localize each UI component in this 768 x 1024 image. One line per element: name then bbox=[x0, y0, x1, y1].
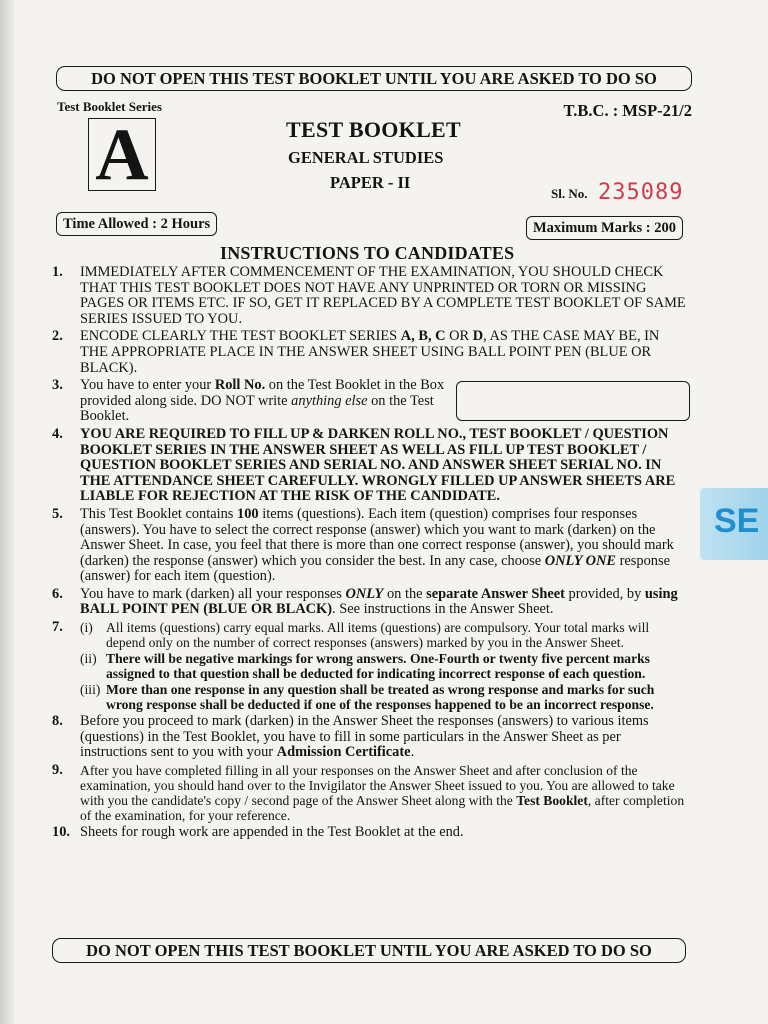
item-text: This Test Booklet contains bbox=[80, 505, 238, 522]
instructions-list bbox=[52, 265, 690, 842]
item-number: 6. bbox=[52, 585, 63, 602]
serial-label: Sl. No. bbox=[551, 186, 588, 201]
subject-title: GENERAL STUDIES bbox=[288, 148, 444, 167]
booklet-title: TEST BOOKLET bbox=[286, 117, 461, 142]
item-text: on the bbox=[383, 585, 427, 602]
instruction-item-1 bbox=[52, 265, 690, 327]
sub-item-ii bbox=[80, 651, 690, 681]
instruction-item-8 bbox=[52, 714, 690, 761]
item-text: ENCODE CLEARLY THE TEST BOOKLET SERIES bbox=[80, 328, 401, 345]
item-bold-text: 100 bbox=[237, 505, 259, 522]
sub-item-iii bbox=[80, 682, 690, 712]
item-number: 8. bbox=[52, 713, 63, 730]
item-text: , AS THE CASE MAY BE, IN THE APPROPRIATE PLACE IN THE ANSWER SHEET USING BALL POINT PEN (BLUE OR BLACK). bbox=[80, 328, 660, 376]
item-text: OR bbox=[445, 328, 473, 345]
item-number: 7. bbox=[52, 619, 63, 636]
series-letter-box: A bbox=[88, 118, 156, 191]
instruction-item-4 bbox=[52, 427, 690, 505]
tbc-code: T.B.C. : MSP-21/2 bbox=[563, 101, 692, 120]
instruction-item-3 bbox=[52, 378, 690, 425]
item-text: IMMEDIATELY AFTER COMMENCEMENT OF THE EXAMINATION, YOU SHOULD CHECK THAT THIS TEST BOOKLET DOES NOT HAVE ANY UNPRINTED OR TORN OR MISSING PAGES OR ITEMS ETC. IF SO, GET IT REPLACED BY A COMPLETE TEST BOOKLET OF SAME SERIES ISSUED TO YOU. bbox=[80, 264, 686, 327]
sub-item-i bbox=[80, 620, 690, 650]
side-tab bbox=[700, 488, 768, 560]
item-text: You have to mark (darken) all your responses bbox=[80, 585, 346, 602]
item-text: response (answer) for each item (question). bbox=[80, 552, 670, 585]
item-text: on the Test Booklet. bbox=[80, 392, 434, 425]
item-number: 9. bbox=[52, 761, 63, 778]
item-bold-text: Test Booklet bbox=[516, 792, 588, 808]
instructions-heading: INSTRUCTIONS TO CANDIDATES bbox=[220, 243, 515, 263]
item-bold-text: D bbox=[472, 328, 484, 345]
maximum-marks: Maximum Marks : 200 bbox=[526, 216, 683, 240]
time-allowed: Time Allowed : 2 Hours bbox=[56, 212, 217, 236]
item-text: After you have completed filling in all your responses on the Answer Sheet and after conclusion of the examination, you should hand over to the Invigilator the Answer Sheet issued to you. You are allowed to take with you the candidate's copy / second page of the Answer Sheet along with the bbox=[80, 762, 675, 808]
instruction-item-10 bbox=[52, 825, 690, 841]
item-text: Before you proceed to mark (darken) in the Answer Sheet the responses (answers) to various items (questions) in the Test Booklet, you have to fill in some particulars in the Answer Sheet as per instructions sent to you with your bbox=[80, 713, 649, 761]
item-text: items (questions). Each item (question) comprises four responses (answers). You have to select the correct response (answer) which you want to mark (darken) on the Answer Sheet. In case, you feel that there is more than one correct response (answer), you should mark (darken) the response (answer) which you consider the best. In any case, choose bbox=[80, 505, 674, 569]
item-text: You have to enter your bbox=[80, 377, 215, 394]
item-text: . See instructions in the Answer Sheet. bbox=[332, 601, 554, 618]
sub-item-numeral: (iii) bbox=[80, 682, 101, 698]
item-bold-text: separate Answer Sheet bbox=[426, 585, 565, 602]
item-italic-text: ONLY bbox=[345, 585, 384, 602]
side-tab-label: SE bbox=[714, 502, 760, 540]
sub-item-numeral: (i) bbox=[80, 620, 93, 636]
item-text: provided, by bbox=[564, 585, 645, 602]
sub-item-numeral: (ii) bbox=[80, 651, 97, 667]
sub-item-text: More than one response in any question shall be treated as wrong response and marks for such wrong response shall be deducted if one of the responses happened to be an incorrect response. bbox=[106, 682, 655, 713]
item-bold-text: Roll No. bbox=[214, 377, 266, 394]
series-label: Test Booklet Series bbox=[57, 99, 162, 114]
sub-item-text: All items (questions) carry equal marks. All items (questions) are compulsory. Your total marks will depend only on the number of correct responses (answers) marked by you in the Answer Sheet. bbox=[106, 620, 650, 651]
item-text-block bbox=[80, 378, 450, 425]
item-number: 3. bbox=[52, 377, 63, 394]
instruction-item-7 bbox=[52, 620, 690, 712]
warning-banner-bottom: DO NOT OPEN THIS TEST BOOKLET UNTIL YOU ARE ASKED TO DO SO bbox=[52, 938, 686, 963]
item-text: on the Test Booklet in the Box provided along side. DO NOT write bbox=[80, 377, 445, 409]
roll-number-box[interactable] bbox=[456, 381, 690, 421]
item-text: Sheets for rough work are appended in the Test Booklet at the end. bbox=[80, 823, 464, 840]
item-number: 5. bbox=[52, 505, 63, 522]
item-number: 1. bbox=[52, 264, 63, 280]
paper-title: PAPER - II bbox=[330, 173, 411, 192]
instruction-item-9 bbox=[52, 763, 690, 823]
serial-number: 235089 bbox=[598, 180, 684, 205]
page-edge bbox=[0, 0, 14, 1024]
item-number: 10. bbox=[52, 823, 70, 840]
item-italic-text: anything else bbox=[291, 392, 368, 409]
warning-banner-top: DO NOT OPEN THIS TEST BOOKLET UNTIL YOU ARE ASKED TO DO SO bbox=[56, 66, 692, 91]
item-bold-text: A, B, C bbox=[400, 328, 446, 345]
item-text: . bbox=[410, 744, 415, 761]
item-bold-text: Admission Certificate bbox=[276, 744, 411, 761]
instruction-item-6 bbox=[52, 587, 690, 618]
item-number: 4. bbox=[52, 425, 63, 442]
item-number: 2. bbox=[52, 328, 63, 345]
item-text: , after completion of the examination, for your reference. bbox=[80, 792, 685, 823]
sub-item-text: There will be negative markings for wrong answers. One-Fourth or twenty five percent marks assigned to that question shall be deducted for indicating incorrect response of each question. bbox=[106, 651, 650, 682]
item-text: YOU ARE REQUIRED TO FILL UP & DARKEN ROLL NO., TEST BOOKLET / QUESTION BOOKLET SERIES IN THE ANSWER SHEET AS WELL AS FILL UP TEST BOOKLET / QUESTION BOOKLET SERIES AND SERIAL NO. AND ANSWER SHEET SERIAL NO. IN THE ATTENDANCE SHEET CAREFULLY. WRONGLY FILLED UP ANSWER SHEETS ARE LIABLE FOR REJECTION AT THE RISK OF THE CANDIDATE. bbox=[80, 425, 676, 505]
instruction-item-5 bbox=[52, 507, 690, 585]
item-italic-text: ONLY ONE bbox=[544, 552, 617, 569]
instruction-item-2 bbox=[52, 329, 690, 376]
item-bold-text: using BALL POINT PEN (BLUE OR BLACK) bbox=[80, 585, 678, 618]
